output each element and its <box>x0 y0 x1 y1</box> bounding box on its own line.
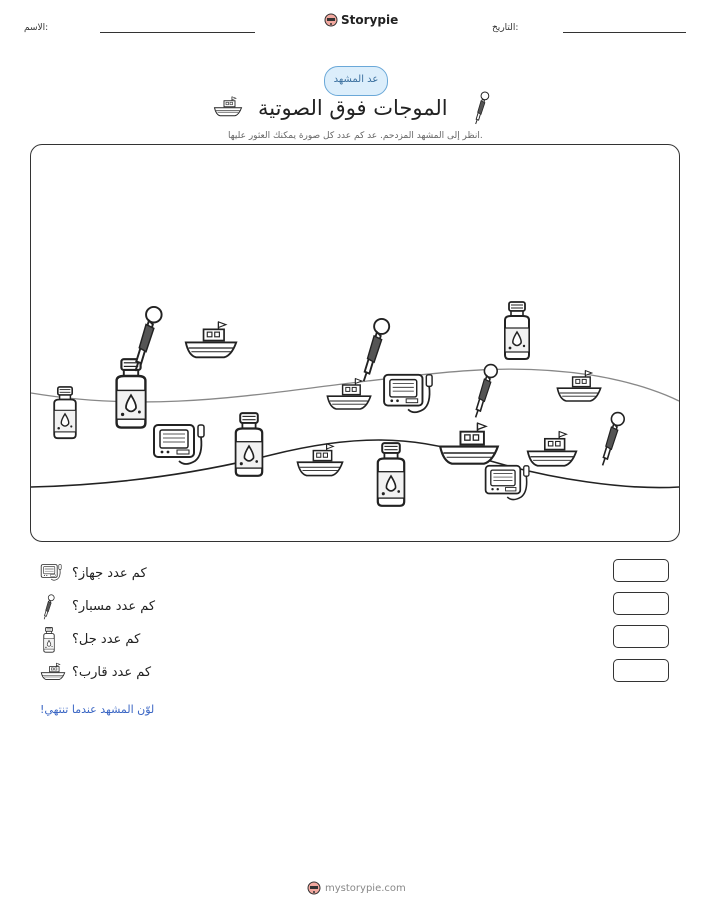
probe-3 <box>476 365 498 418</box>
brand-logo <box>324 12 398 28</box>
name-line[interactable] <box>100 32 255 33</box>
boat-5 <box>528 432 577 466</box>
probe-1 <box>135 307 161 371</box>
probe-icon <box>472 91 492 125</box>
gel-bottle-5 <box>505 302 529 359</box>
activity-badge: عد المشهد <box>324 66 388 96</box>
question-1-icon <box>40 562 64 588</box>
page-title: الموجات فوق الصوتية <box>258 96 448 120</box>
ultrasound-machine-1 <box>154 425 204 464</box>
footer-site: mystorypie.com <box>325 882 406 894</box>
lower-wave-line <box>31 440 679 488</box>
question-3-text: كم عدد جل؟ <box>72 632 141 647</box>
ultrasound-machine-2 <box>384 375 432 412</box>
question-4-icon <box>40 662 66 686</box>
gel-bottle-1 <box>54 387 76 438</box>
probe-2 <box>364 319 389 381</box>
answer-box-3[interactable] <box>613 625 669 648</box>
brand-name: Storypie <box>341 13 399 27</box>
question-2-text: كم عدد مسبار؟ <box>72 599 156 614</box>
name-label: الاسم: <box>24 23 49 33</box>
storypie-mascot-icon <box>307 880 321 896</box>
date-line[interactable] <box>563 32 686 33</box>
answer-box-4[interactable] <box>613 659 669 682</box>
counting-scene[interactable] <box>30 144 680 542</box>
color-instruction: لوّن المشهد عندما تنتهي! <box>40 703 155 716</box>
boat-3 <box>298 444 343 476</box>
gel-bottle-3 <box>236 413 262 476</box>
probe-4 <box>603 413 625 466</box>
question-1-text: كم عدد جهاز؟ <box>72 566 147 581</box>
boat-1 <box>186 322 236 357</box>
footer <box>307 880 406 896</box>
gel-bottle-4 <box>378 443 404 506</box>
answer-box-2[interactable] <box>613 592 669 615</box>
storypie-mascot-icon <box>324 12 338 28</box>
boat-4 <box>440 423 498 464</box>
question-3-icon <box>40 627 58 657</box>
question-4-text: كم عدد قارب؟ <box>72 665 152 680</box>
gel-bottle-2 <box>117 359 146 427</box>
boat-icon <box>213 95 243 119</box>
question-2-icon <box>40 594 58 624</box>
answer-box-1[interactable] <box>613 559 669 582</box>
date-label: التاريخ: <box>492 23 519 33</box>
scene-artwork <box>31 145 679 541</box>
instructions: انظر إلى المشهد المزدحم. عد كم عدد كل صورة يمكنك العثور عليها. <box>228 131 483 141</box>
ultrasound-machine-3 <box>486 466 529 500</box>
